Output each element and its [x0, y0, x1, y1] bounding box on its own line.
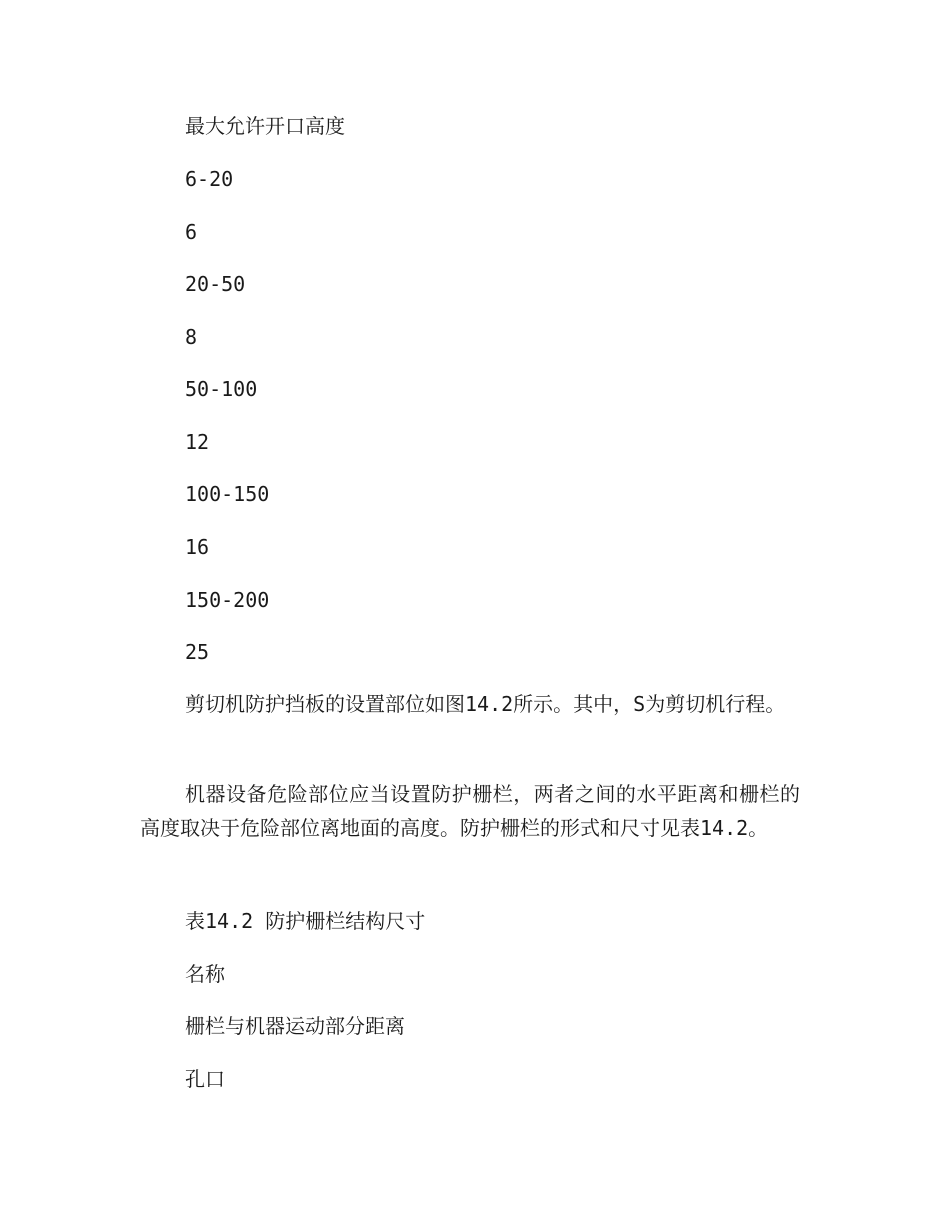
text-line-value: 25 — [185, 640, 210, 664]
table-caption: 表14.2 防护栅栏结构尺寸 — [185, 909, 426, 933]
text-line-range: 20-50 — [185, 272, 246, 296]
text-line-range: 150-200 — [185, 588, 270, 612]
text-line-value: 12 — [185, 430, 210, 454]
table-cell-name: 名称 — [185, 962, 225, 986]
text-line-value: 16 — [185, 535, 210, 559]
table-cell-opening: 孔口 — [185, 1067, 225, 1091]
text-line-range: 6-20 — [185, 167, 234, 191]
text-line-range: 50-100 — [185, 377, 258, 401]
table-cell-distance: 栅栏与机器运动部分距离 — [185, 1014, 405, 1038]
text-line-value: 8 — [185, 325, 198, 349]
paragraph-guard-fence: 机器设备危险部位应当设置防护栅栏，两者之间的水平距离和栅栏的高度取决于危险部位离地面的高度。防护栅栏的形式和尺寸见表14.2。 — [140, 782, 800, 840]
text-line-max-opening-height: 最大允许开口高度 — [185, 114, 345, 138]
paragraph-shear-guard: 剪切机防护挡板的设置部位如图14.2所示。其中，S为剪切机行程。 — [185, 692, 786, 716]
text-line-range: 100-150 — [185, 482, 270, 506]
text-line-value: 6 — [185, 220, 198, 244]
